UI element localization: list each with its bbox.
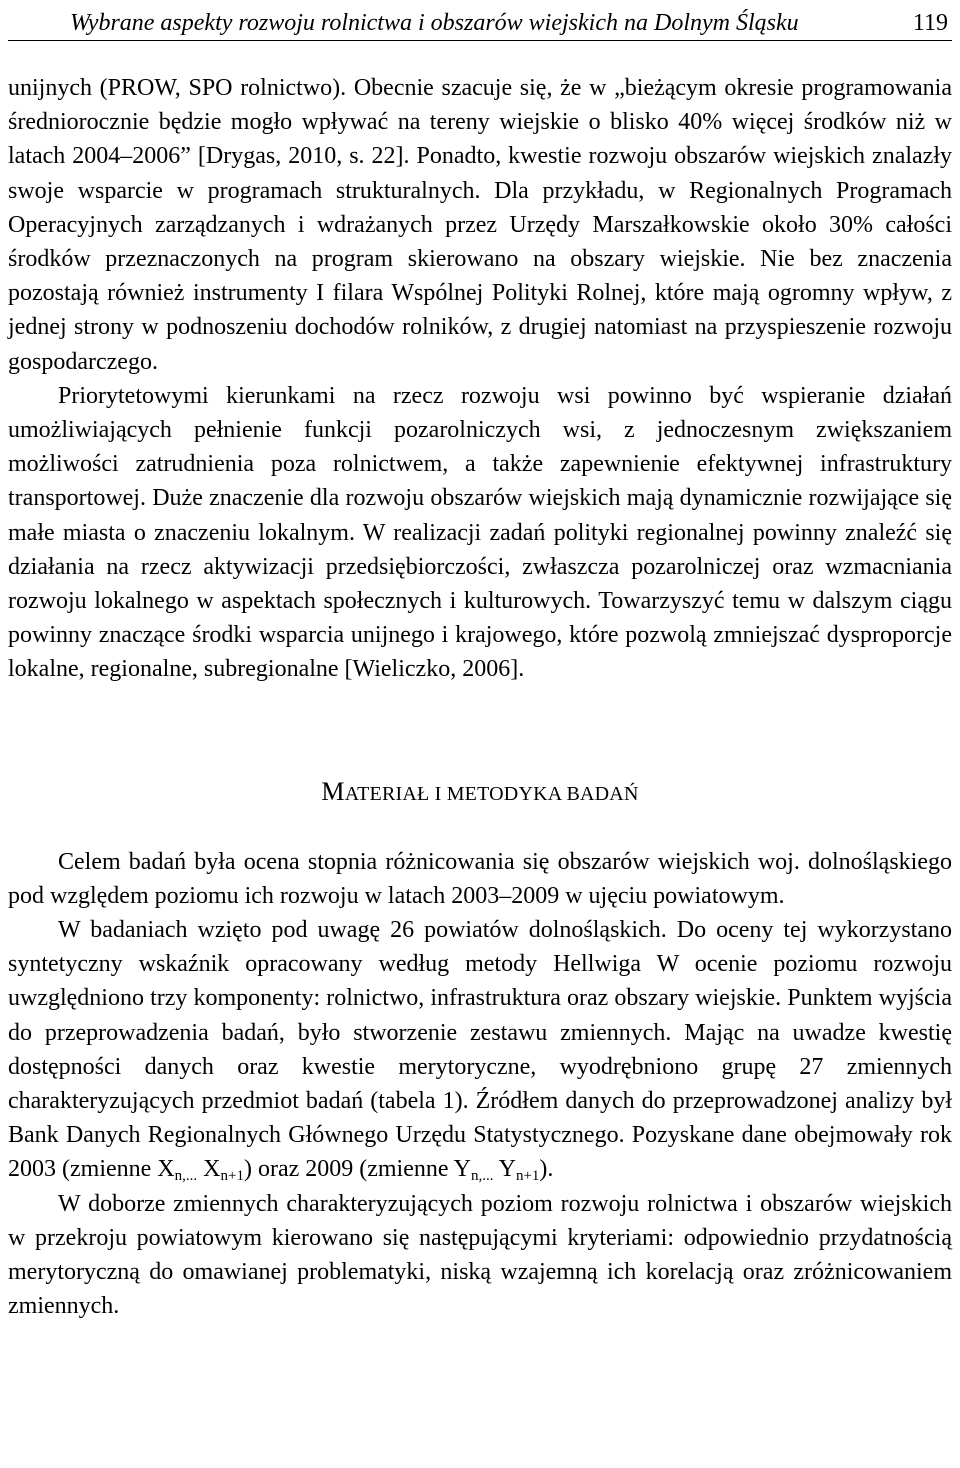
variable-y-subscript-1: n,...: [470, 1168, 494, 1185]
variable-x-2: X: [197, 1156, 221, 1183]
body-section-intro: [8, 71, 952, 687]
paragraph-4-end: ).: [539, 1156, 554, 1183]
body-section-method: [8, 845, 952, 1324]
variable-y-subscript-2: n+1: [515, 1168, 540, 1185]
variable-x: X: [157, 1156, 175, 1183]
running-title: Wybrane aspekty rozwoju rolnictwa i obszarów wiejskich na Dolnym Śląsku: [70, 10, 799, 36]
variable-y: Y: [453, 1156, 471, 1183]
paragraph-4: [8, 913, 952, 1187]
variable-x-subscript-2: n+1: [220, 1168, 244, 1185]
running-header: [8, 0, 952, 41]
paragraph-4-text: W badaniach wzięto pod uwagę 26 powiatów dolnośląskich. Do oceny tej wykorzystano syntetyczny wskaźnik opracowany według metody Hellwiga W ocenie poziomu rozwoju uwzględniono trzy komponenty: rolnictwo, infrastruktura oraz obszary wiejskie. Punktem wyjścia do przeprowadzenia badań, było stworzenie zestawu zmiennych. Mając na uwadze kwestię dostępności danych oraz kwestie merytoryczne, wyodrębniono grupę 27 zmiennych charakteryzujących przedmiot badań (tabela 1). Źródłem danych do przeprowadzonej analizy był Bank Danych Regionalnych Głównego Urzędu Statystycznego. Pozyskane dane obejmowały rok 2003 (zmienne: [8, 917, 952, 1183]
variable-y-2: Y: [493, 1156, 516, 1183]
section-heading: [8, 775, 952, 811]
page-number: 119: [912, 10, 948, 36]
variable-x-subscript-1: n,...: [174, 1168, 198, 1185]
paragraph-4-mid: ) oraz 2009 (zmienne: [243, 1156, 454, 1183]
paragraph-3: Celem badań była ocena stopnia różnicowania się obszarów wiejskich woj. dolnośląskiego pod względem poziomu ich rozwoju w latach 2003–2009 w ujęciu powiatowym.: [8, 848, 952, 909]
section-heading-text: ATERIAŁ I METODYKA BADAŃ: [344, 782, 639, 805]
paragraph-2: Priorytetowymi kierunkami na rzecz rozwoju wsi powinno być wspieranie działań umożliwiających pełnienie funkcji pozarolniczych wsi, z jednoczesnym zwiększaniem możliwości zatrudnienia poza rolnictwem, a także zapewnienie efektywnej infrastruktury transportowej. Duże znaczenie dla rozwoju obszarów wiejskich mają dynamicznie rozwijające się małe miasta o znaczeniu lokalnym. W realizacji zadań polityki regionalnej powinny znaleźć się działania na rzecz aktywizacji przedsiębiorczości, zwłaszcza pozarolniczej oraz wzmacniania rozwoju lokalnego w aspektach społecznych i kulturowych. Towarzyszyć temu w dalszym ciągu powinny znaczące środki wsparcia unijnego i krajowego, które pozwolą zmniejszać dysproporcje lokalne, regionalne, subregionalne [Wieliczko, 2006].: [8, 382, 952, 683]
paragraph-5: W doborze zmiennych charakteryzujących poziom rozwoju rolnictwa i obszarów wiejskich w przekroju powiatowym kierowano się następującymi kryteriami: odpowiednio przydatnością merytoryczną do omawianej problematyki, niską wzajemną ich korelacją oraz zróżnicowaniem zmiennych.: [8, 1190, 952, 1320]
paragraph-1: unijnych (PROW, SPO rolnictwo). Obecnie szacuje się, że w „bieżącym okresie programowania średniorocznie będzie mogło wpływać na tereny wiejskie o blisko 40% więcej środków niż w latach 2004–2006” [Drygas, 2010, s. 22]. Ponadto, kwestie rozwoju obszarów wiejskich znalazły swoje wsparcie w programach strukturalnych. Dla przykładu, w Regionalnych Programach Operacyjnych zarządzanych i wdrażanych przez Urzędy Marszałkowskie około 30% całości środków przeznaczonych na program skierowano na obszary wiejskie. Nie bez znaczenia pozostają również instrumenty I filara Wspólnej Polityki Rolnej, które mają ogromny wpływ, z jednej strony w podnoszeniu dochodów rolników, z drugiej natomiast na przyspieszenie rozwoju gospodarczego.: [8, 75, 952, 375]
section-heading-initial: M: [321, 776, 345, 806]
